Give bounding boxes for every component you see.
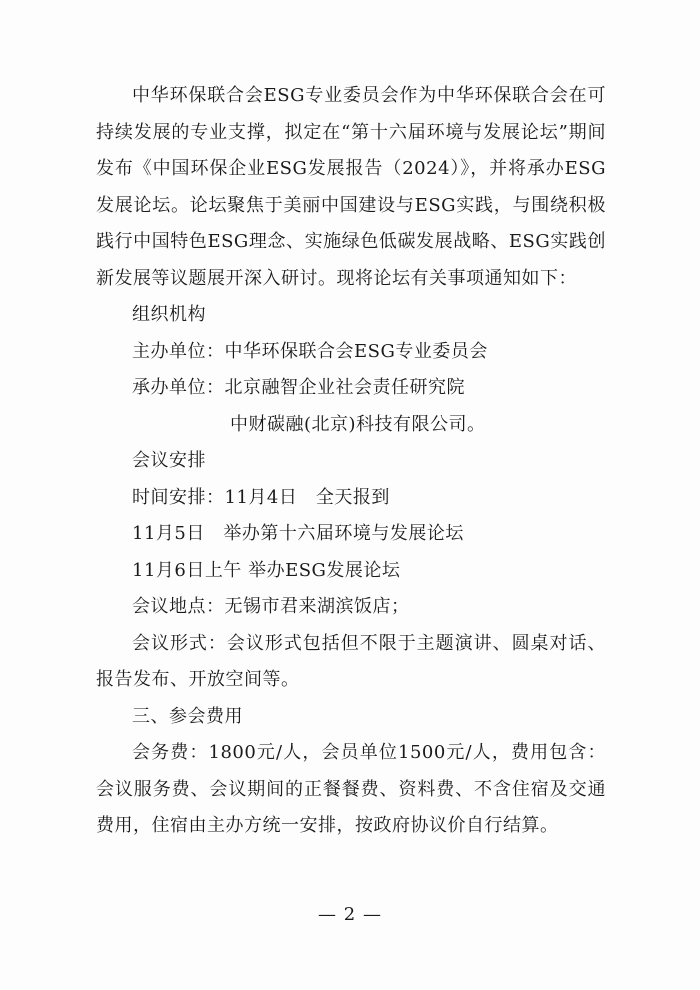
organizer-line: 承办单位：北京融智企业社会责任研究院 — [132, 377, 465, 398]
schedule-line-2: 11月5日 举办第十六届环境与发展论坛 — [132, 523, 464, 544]
page-number: — 2 — — [318, 904, 382, 925]
fee-heading: 三、参会费用 — [132, 705, 243, 727]
venue-line: 会议地点：无锡市君来湖滨饭店； — [132, 596, 410, 617]
intro-paragraph: 中华环保联合会ESG专业委员会作为中华环保联合会在可持续发展的专业支撑，拟定在“第十六届环境与发展论坛”期间发布《中国环保企业ESG发展报告（2024）》，并将承办ESG发展论坛。论坛聚焦于美丽中国建设与ESG实践，与围绕积极践行中国特色ESG理念、实施绿色低碳发展战略、ESG实践创新发展等议题展开深入研讨。现将论坛有关事项通知如下： — [96, 85, 606, 289]
fee-paragraph: 会务费：1800元/人，会员单位1500元/人，费用包含：会议服务费、会议期间的正餐餐费、资料费、不含住宿及交通费用，住宿由主办方统一安排，按政府协议价自行结算。 — [96, 742, 606, 836]
organizer-line-2: 中财碳融(北京)科技有限公司。 — [230, 413, 486, 435]
schedule-line-3: 11月6日上午 举办ESG发展论坛 — [132, 559, 401, 581]
format-paragraph: 会议形式：会议形式包括但不限于主题演讲、圆桌对话、报告发布、开放空间等。 — [96, 632, 606, 690]
schedule-line-1: 时间安排：11月4日 全天报到 — [132, 486, 390, 508]
document-body — [96, 78, 606, 845]
host-line: 主办单位：中华环保联合会ESG专业委员会 — [132, 340, 488, 362]
org-heading: 组织机构 — [132, 304, 206, 325]
meeting-heading: 会议安排 — [132, 450, 206, 471]
